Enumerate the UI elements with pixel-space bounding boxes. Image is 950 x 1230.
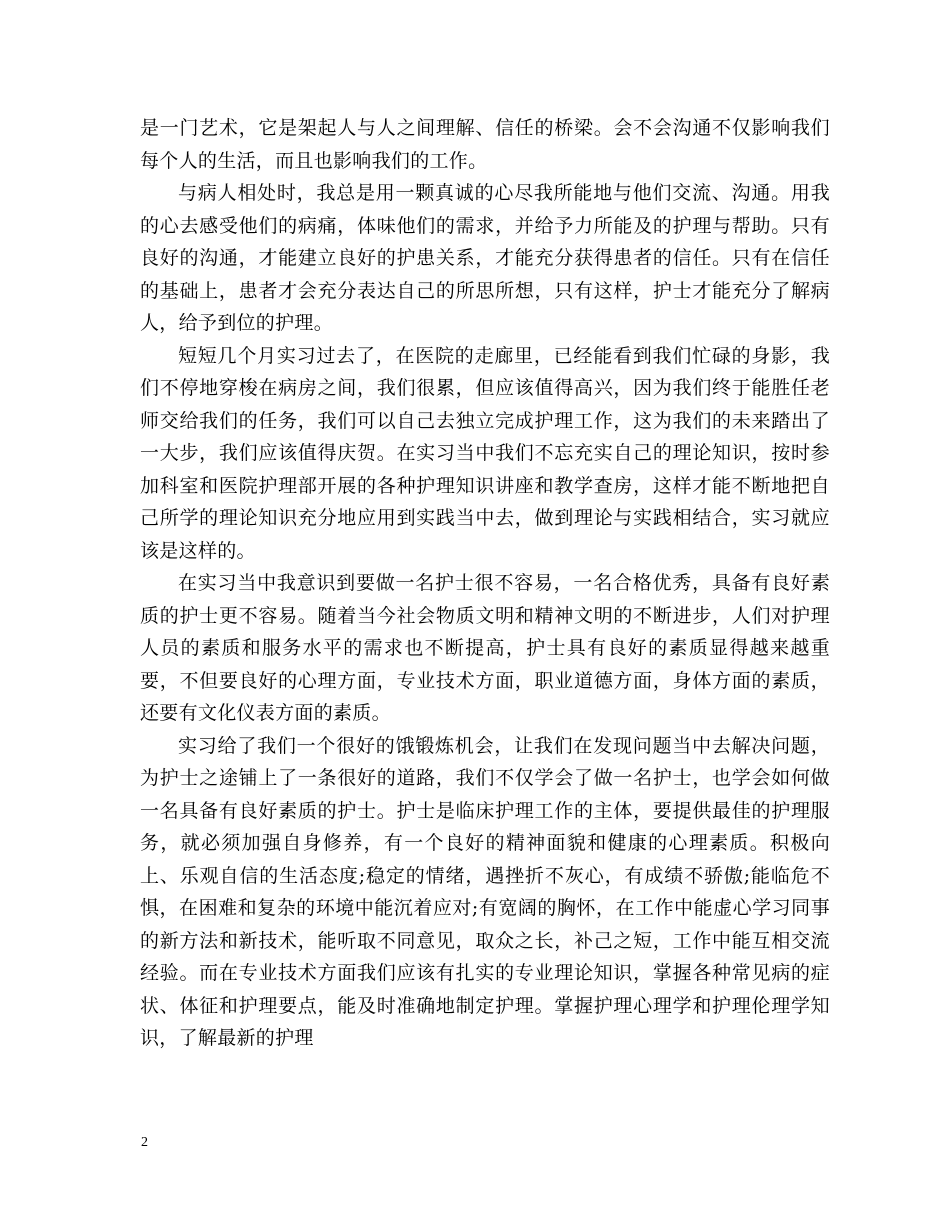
page-number: 2: [141, 1135, 148, 1150]
paragraph-continued: 是一门艺术，它是架起人与人之间理解、信任的桥梁。会不会沟通不仅影响我们每个人的生活，而且也影响我们的工作。: [140, 117, 830, 172]
paragraph: 短短几个月实习过去了，在医院的走廊里，已经能看到我们忙碌的身影，我们不停地穿梭在病房之间，我们很累，但应该值得高兴，因为我们终于能胜任老师交给我们的任务，我们可以自己去独立完成护理工作，这为我们的未来踏出了一大步，我们应该值得庆贺。在实习当中我们不忘充实自己的理论知识，按时参加科室和医院护理部开展的各种护理知识讲座和教学查房，这样才能不断地把自己所学的理论知识充分地应用到实践当中去，做到理论与实践相结合，实习就应该是这样的。: [140, 344, 830, 562]
paragraph: 在实习当中我意识到要做一名护士很不容易，一名合格优秀，具备有良好素质的护士更不容易。随着当今社会物质文明和精神文明的不断进步，人们对护理人员的素质和服务水平的需求也不断提高，护士具有良好的素质显得越来越重要，不但要良好的心理方面，专业技术方面，职业道德方面，身体方面的素质，还要有文化仪表方面的素质。: [140, 572, 830, 724]
paragraph: 实习给了我们一个很好的饿锻炼机会，让我们在发现问题当中去解决问题，为护士之途铺上了一条很好的道路，我们不仅学会了做一名护士，也学会如何做一名具备有良好素质的护士。护士是临床护理工作的主体，要提供最佳的护理服务，就必须加强自身修养，有一个良好的精神面貌和健康的心理素质。积极向上、乐观自信的生活态度;稳定的情绪，遇挫折不灰心，有成绩不骄傲;能临危不惧，在困难和复杂的环境中能沉着应对;有宽阔的胸怀，在工作中能虚心学习同事的新方法和新技术，能听取不同意见，取众之长，补己之短，工作中能互相交流经验。而在专业技术方面我们应该有扎实的专业理论知识，掌握各种常见病的症状、体征和护理要点，能及时准确地制定护理。掌握护理心理学和护理伦理学知识，了解最新的护理: [140, 734, 830, 1049]
body-text: [140, 112, 830, 1055]
paragraph: 与病人相处时，我总是用一颗真诚的心尽我所能地与他们交流、沟通。用我的心去感受他们的病痛，体味他们的需求，并给予力所能及的护理与帮助。只有良好的沟通，才能建立良好的护患关系，才能充分获得患者的信任。只有在信任的基础上，患者才会充分表达自己的所思所想，只有这样，护士才能充分了解病人，给予到位的护理。: [140, 182, 830, 334]
